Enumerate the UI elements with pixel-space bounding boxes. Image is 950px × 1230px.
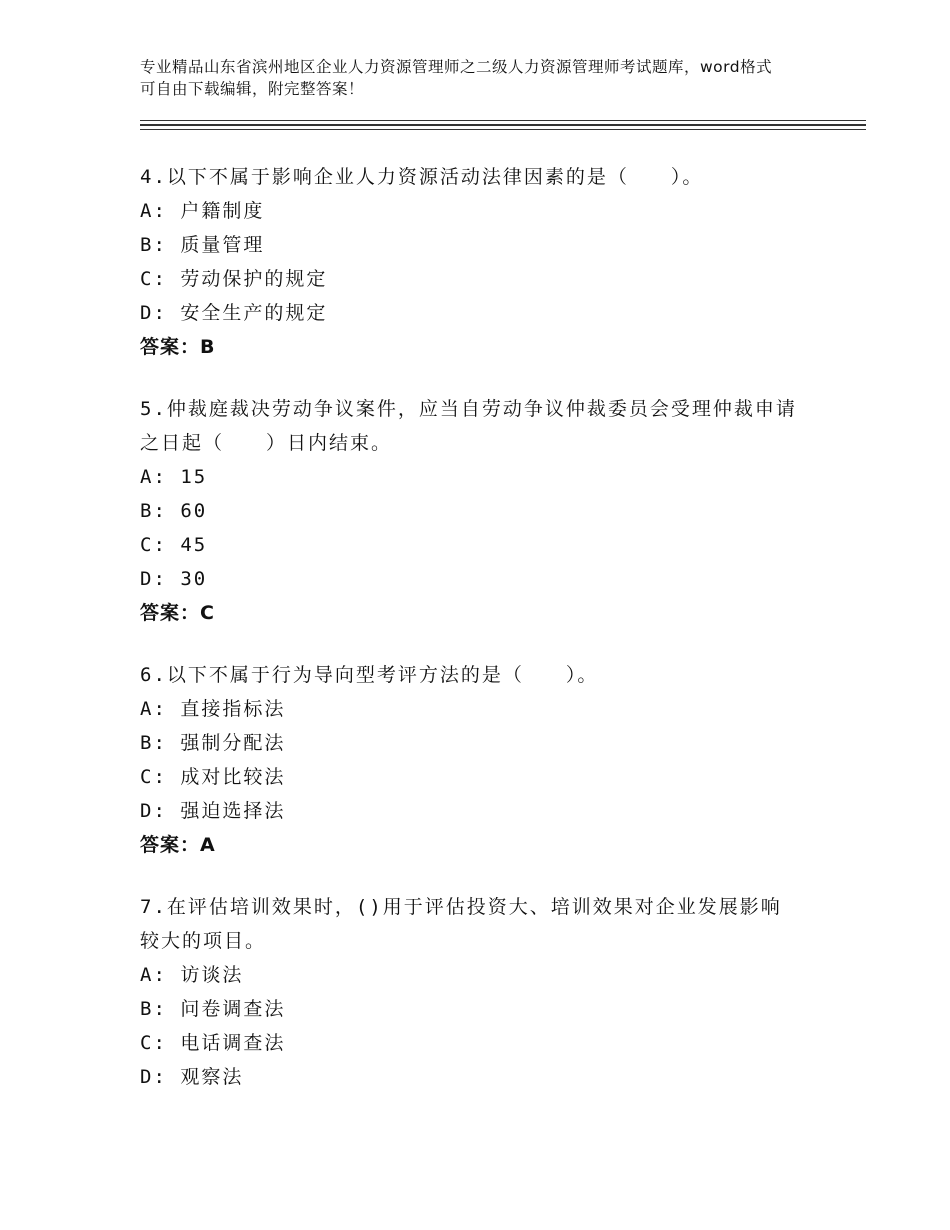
document-header: 专业精品山东省滨州地区企业人力资源管理师之二级人力资源管理师考试题库，word格式可自由下载编辑，附完整答案！ [140, 58, 773, 98]
question-5 [140, 392, 820, 630]
question-stem: 4.以下不属于影响企业人力资源活动法律因素的是（ ）。 [140, 166, 704, 188]
option-d: D: 观察法 [140, 1066, 244, 1088]
header-rule-bottom [140, 129, 866, 130]
question-stem: 5.仲裁庭裁决劳动争议案件，应当自劳动争议仲裁委员会受理仲裁申请之日起（ ）日内结束。 [140, 398, 797, 454]
option-b: B: 质量管理 [140, 234, 265, 256]
question-list [140, 160, 820, 1122]
option-b: B: 强制分配法 [140, 732, 286, 754]
option-d: D: 安全生产的规定 [140, 302, 328, 324]
header-rule-middle [140, 124, 866, 126]
header-rule-top [140, 120, 866, 121]
option-a: A: 户籍制度 [140, 200, 265, 222]
option-c: C: 电话调查法 [140, 1032, 286, 1054]
option-c: C: 45 [140, 534, 208, 556]
question-4 [140, 160, 820, 364]
option-a: A: 15 [140, 466, 208, 488]
option-c: C: 成对比较法 [140, 766, 286, 788]
answer: 答案：C [140, 602, 215, 624]
option-a: A: 访谈法 [140, 964, 244, 986]
option-d: D: 强迫选择法 [140, 800, 286, 822]
option-a: A: 直接指标法 [140, 698, 286, 720]
question-7 [140, 890, 820, 1094]
option-b: B: 60 [140, 500, 208, 522]
question-stem: 7.在评估培训效果时，()用于评估投资大、培训效果对企业发展影响较大的项目。 [140, 896, 782, 952]
answer: 答案：A [140, 834, 216, 856]
option-c: C: 劳动保护的规定 [140, 268, 328, 290]
question-stem: 6.以下不属于行为导向型考评方法的是（ ）。 [140, 664, 599, 686]
option-d: D: 30 [140, 568, 208, 590]
option-b: B: 问卷调查法 [140, 998, 286, 1020]
question-6 [140, 658, 820, 862]
answer: 答案：B [140, 336, 216, 358]
